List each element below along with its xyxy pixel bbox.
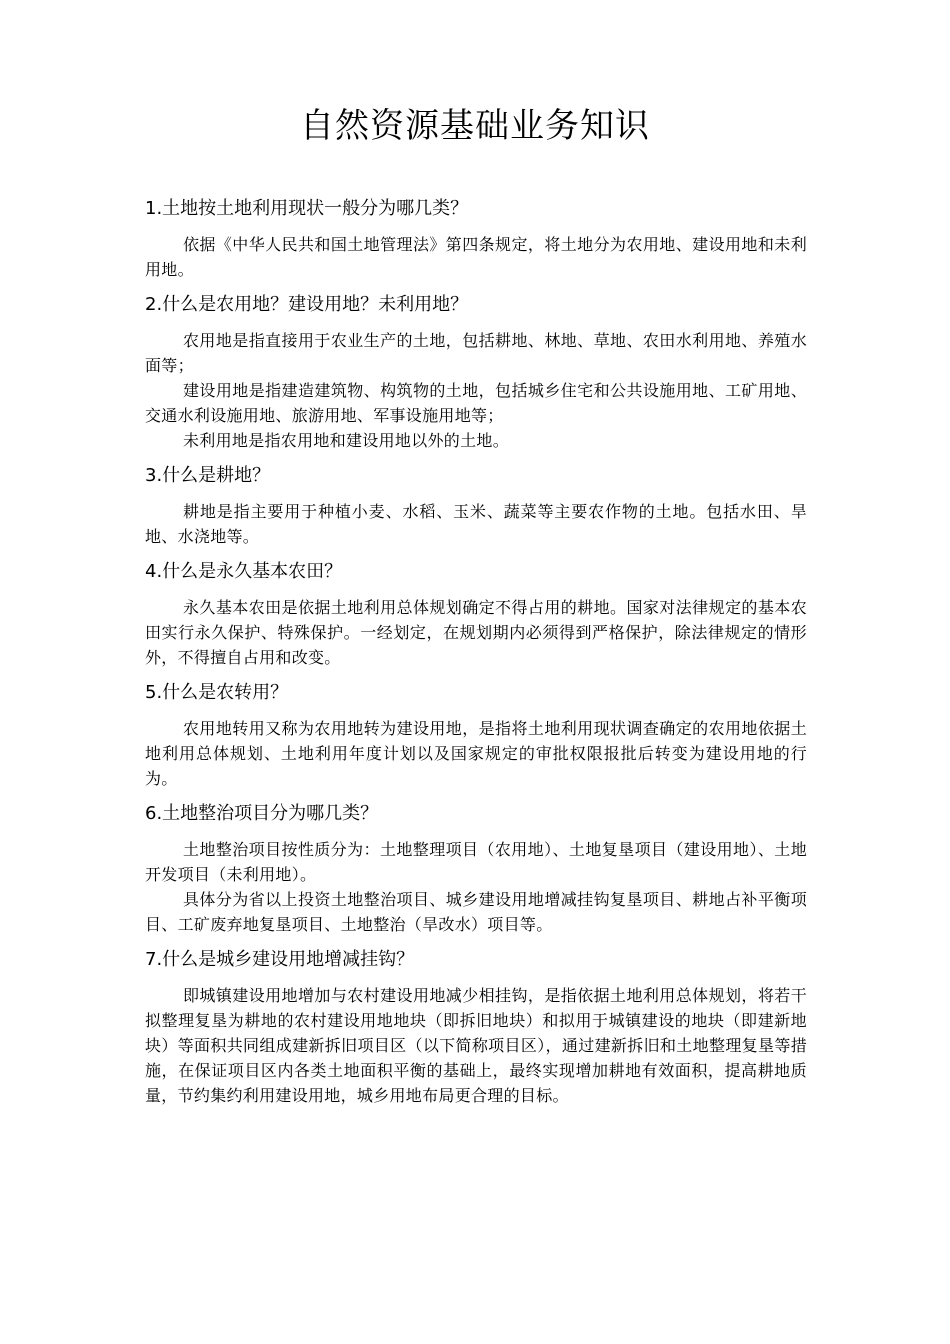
answer-paragraph: 即城镇建设用地增加与农村建设用地减少相挂钩，是指依据土地利用总体规划，将若干拟整理复垦为耕地的农村建设用地地块（即拆旧地块）和拟用于城镇建设的地块（即建新地块）等面积共同组成建新拆旧项目区（以下简称项目区），通过建新拆旧和土地整理复垦等措施，在保证项目区内各类土地面积平衡的基础上，最终实现增加耕地有效面积，提高耕地质量，节约集约利用建设用地，城乡用地布局更合理的目标。 [145,986,807,1105]
qa-section-1 [145,194,807,282]
qa-section-2 [145,290,807,453]
qa-section-6 [145,799,807,937]
question-heading: 7.什么是城乡建设用地增减挂钩？ [145,949,415,970]
answer-paragraph: 未利用地是指农用地和建设用地以外的土地。 [183,431,510,450]
question-heading: 4.什么是永久基本农田？ [145,561,343,582]
document-body [145,194,807,1108]
question-heading: 6.土地整治项目分为哪几类？ [145,803,379,824]
qa-section-5 [145,678,807,791]
answer-paragraph: 依据《中华人民共和国土地管理法》第四条规定，将土地分为农用地、建设用地和未利用地。 [145,235,807,279]
answer-paragraph: 永久基本农田是依据土地利用总体规划确定不得占用的耕地。国家对法律规定的基本农田实行永久保护、特殊保护。一经划定，在规划期内必须得到严格保护，除法律规定的情形外，不得擅自占用和改变。 [145,598,807,667]
question-heading: 5.什么是农转用？ [145,682,289,703]
document-title: 自然资源基础业务知识 [300,106,650,146]
answer-paragraph: 耕地是指主要用于种植小麦、水稻、玉米、蔬菜等主要农作物的土地。包括水田、旱地、水浇地等。 [145,502,807,546]
question-heading: 1.土地按土地利用现状一般分为哪几类？ [145,198,469,219]
answer-paragraph: 农用地转用又称为农用地转为建设用地，是指将土地利用现状调查确定的农用地依据土地利用总体规划、土地利用年度计划以及国家规定的审批权限报批后转变为建设用地的行为。 [145,719,807,788]
question-heading: 3.什么是耕地？ [145,465,271,486]
question-heading: 2.什么是农用地？建设用地？未利用地？ [145,294,469,315]
qa-section-7 [145,945,807,1108]
qa-section-4 [145,557,807,670]
answer-paragraph: 具体分为省以上投资土地整治项目、城乡建设用地增减挂钩复垦项目、耕地占补平衡项目、工矿废弃地复垦项目、土地整治（旱改水）项目等。 [145,890,807,934]
answer-paragraph: 土地整治项目按性质分为：土地整理项目（农用地）、土地复垦项目（建设用地）、土地开发项目（未利用地）。 [145,840,807,884]
answer-paragraph: 农用地是指直接用于农业生产的土地，包括耕地、林地、草地、农田水利用地、养殖水面等； [145,331,807,375]
qa-section-3 [145,461,807,549]
answer-paragraph: 建设用地是指建造建筑物、构筑物的土地，包括城乡住宅和公共设施用地、工矿用地、交通水利设施用地、旅游用地、军事设施用地等； [145,381,807,425]
